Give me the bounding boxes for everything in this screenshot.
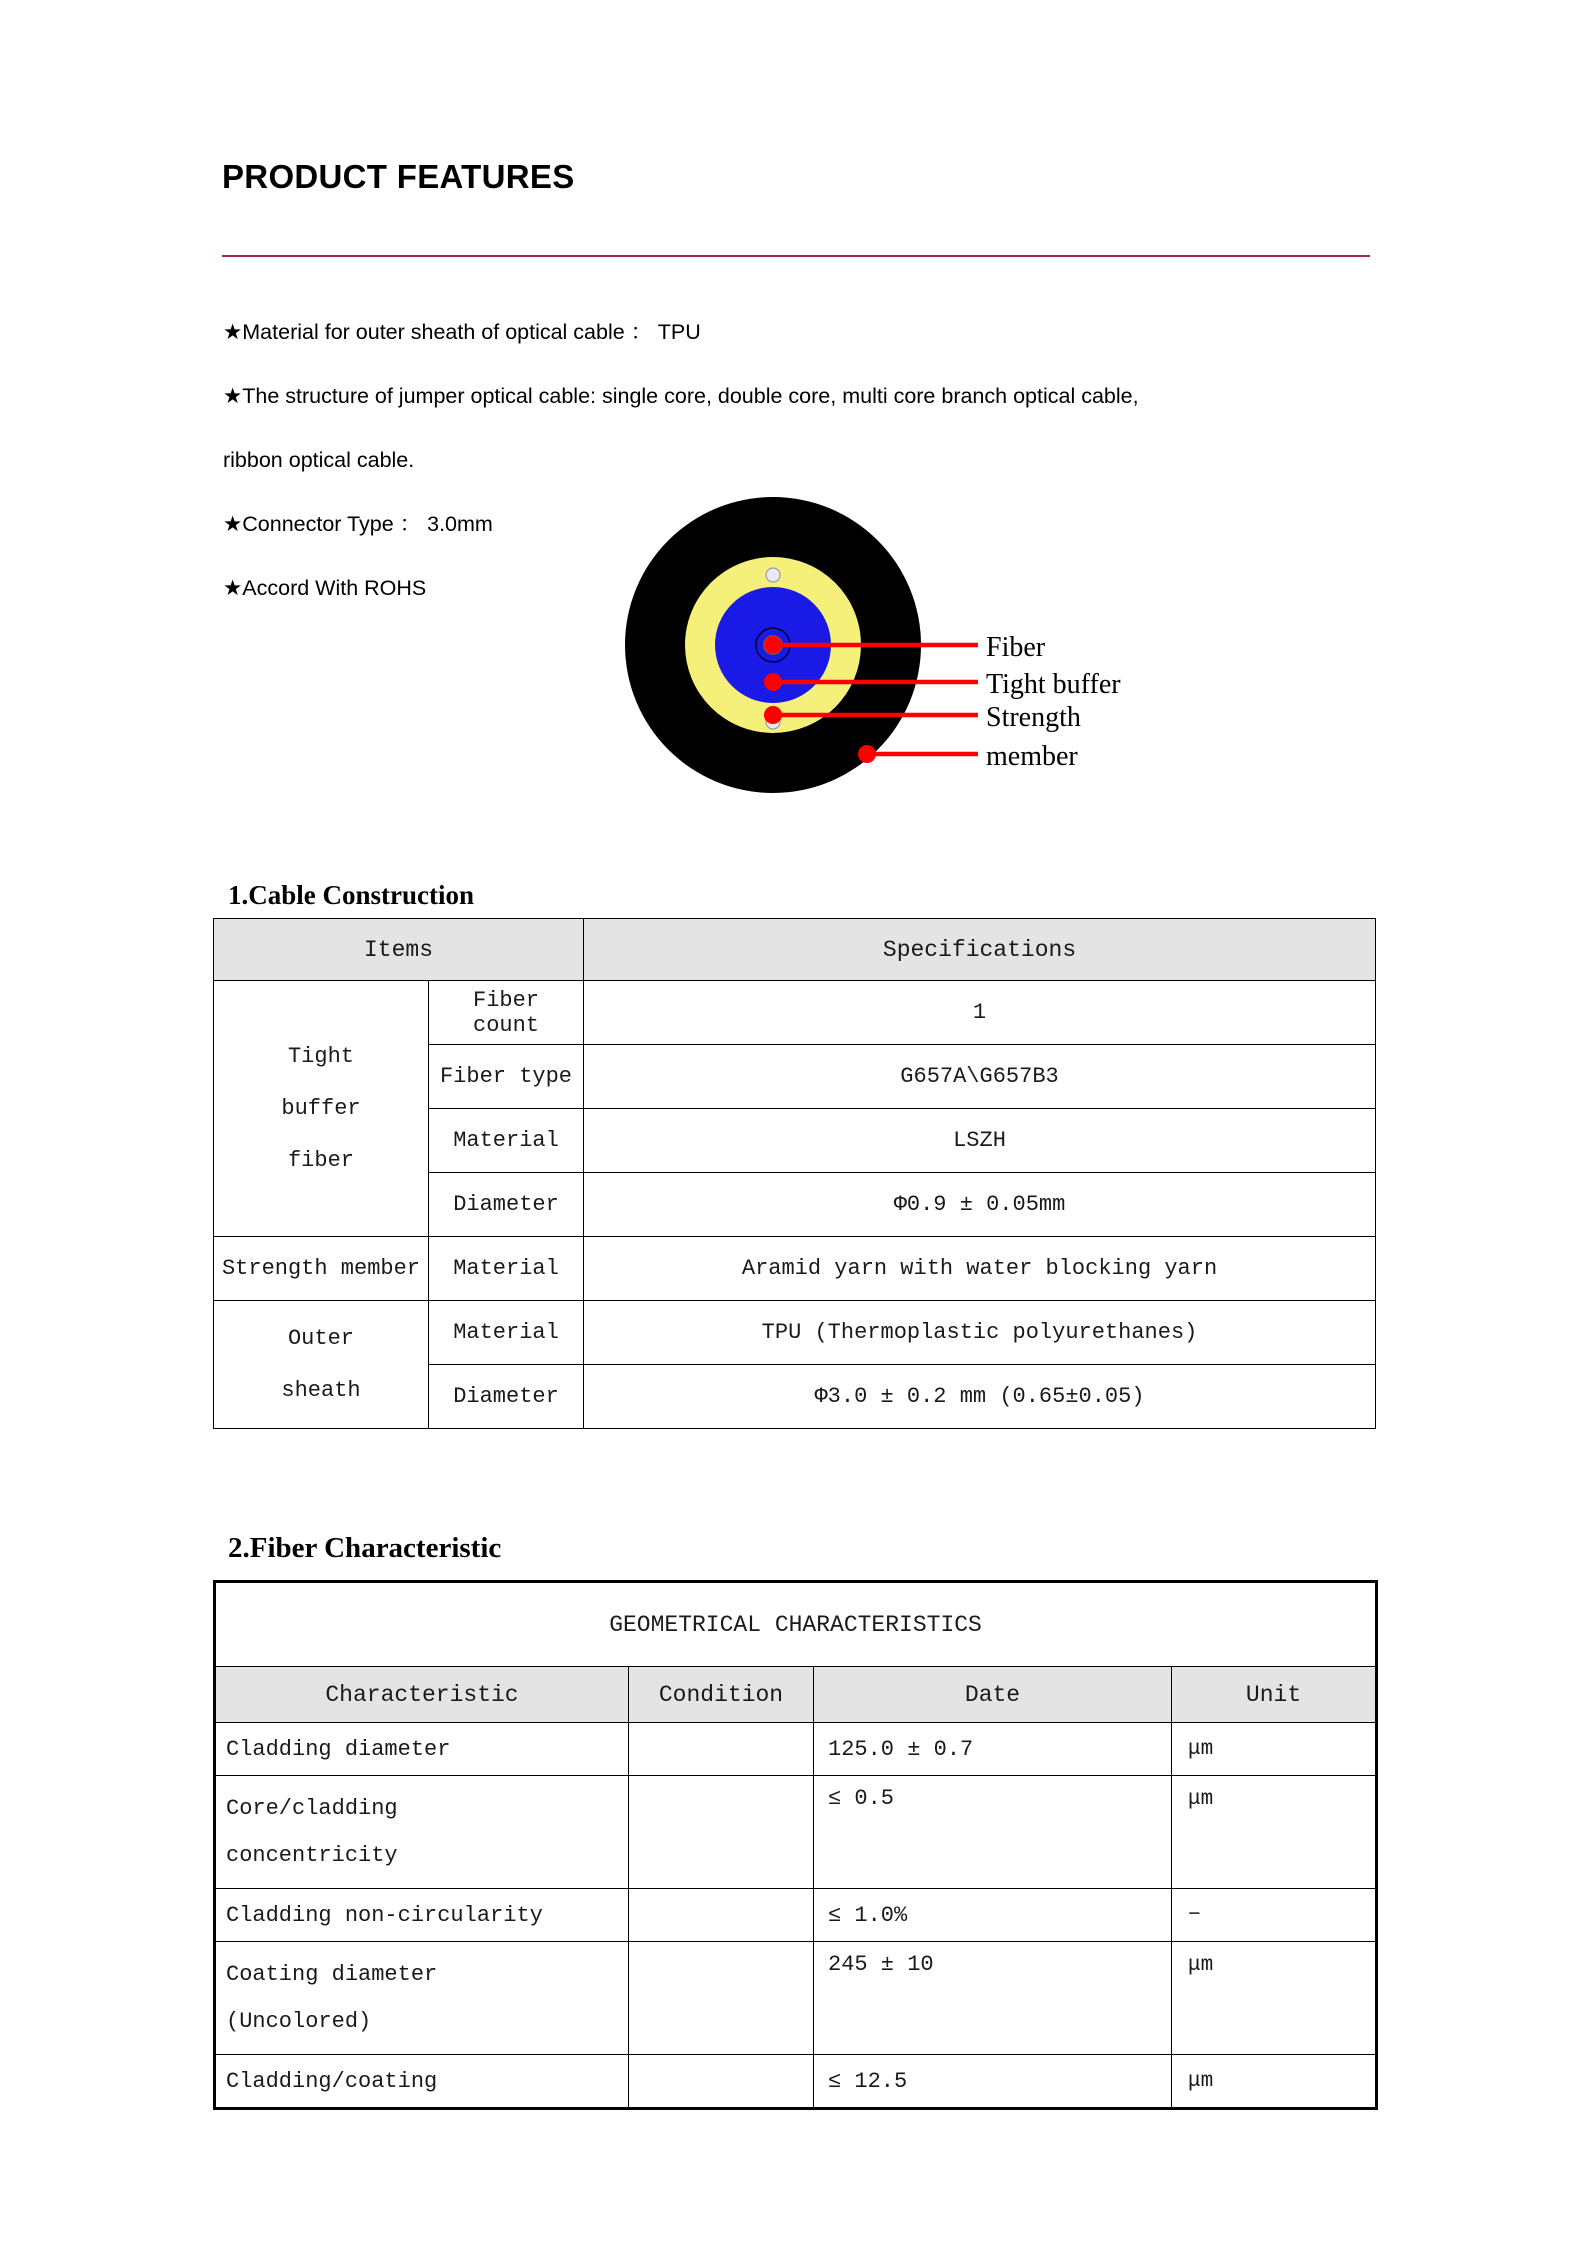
group-label-strength-member: Strength member	[214, 1237, 429, 1301]
characteristic-cell: Cladding non-circularity	[215, 1889, 629, 1942]
table-row	[214, 1301, 1376, 1365]
table-row	[215, 1776, 1377, 1889]
column-header-unit: Unit	[1172, 1667, 1377, 1723]
table-caption: GEOMETRICAL CHARACTERISTICS	[215, 1582, 1377, 1667]
characteristic-cell: Core/cladding concentricity	[215, 1776, 629, 1889]
callout-label-tight-buffer: Tight buffer	[986, 669, 1121, 700]
characteristic-cell: Coating diameter (Uncolored)	[215, 1942, 629, 2055]
condition-cell	[629, 1889, 814, 1942]
date-cell: ≤ 12.5	[814, 2055, 1172, 2109]
item-cell: Material	[429, 1301, 584, 1365]
date-cell: 245 ± 10	[814, 1942, 1172, 2055]
feature-line: ★Accord With ROHS	[223, 576, 427, 600]
feature-line: ★Material for outer sheath of optical cable ： TPU	[223, 320, 701, 344]
column-header-specifications: Specifications	[584, 919, 1376, 981]
callout-dot-strength	[764, 706, 782, 724]
table-row	[214, 1237, 1376, 1301]
table-row	[215, 1889, 1377, 1942]
table-caption-row	[215, 1582, 1377, 1667]
section-heading-cable-construction: 1.Cable Construction	[228, 880, 475, 910]
spec-cell: LSZH	[584, 1109, 1376, 1173]
feature-line: ★The structure of jumper optical cable: single core, double core, multi core branch optical cable,	[223, 384, 1139, 408]
column-header-items: Items	[214, 919, 584, 981]
feature-line: ribbon optical cable.	[223, 448, 415, 472]
cable-cross-section-diagram	[625, 432, 1385, 884]
callout-label-strength: Strength	[986, 702, 1081, 733]
item-cell: Material	[429, 1237, 584, 1301]
table-header-row	[214, 919, 1376, 981]
characteristic-cell: Cladding diameter	[215, 1723, 629, 1776]
condition-cell	[629, 1942, 814, 2055]
cable-construction-table	[213, 918, 1376, 1429]
table-row	[215, 1723, 1377, 1776]
section-heading-fiber-characteristic: 2.Fiber Characteristic	[228, 1532, 502, 1564]
callout-dot-tight-buffer	[764, 673, 782, 691]
table-header-row	[215, 1667, 1377, 1723]
item-cell: Diameter	[429, 1365, 584, 1429]
yarn-dot-top	[766, 568, 780, 582]
feature-line: ★Connector Type ： 3.0mm	[223, 512, 493, 536]
date-cell: ≤ 0.5	[814, 1776, 1172, 1889]
date-cell: 125.0 ± 0.7	[814, 1723, 1172, 1776]
characteristic-cell: Cladding/coating	[215, 2055, 629, 2109]
condition-cell	[629, 1723, 814, 1776]
table-row	[215, 2055, 1377, 2109]
callout-label-member: member	[986, 741, 1078, 772]
condition-cell	[629, 1776, 814, 1889]
title-divider	[222, 255, 1370, 257]
condition-cell	[629, 2055, 814, 2109]
spec-cell: 1	[584, 981, 1376, 1045]
item-cell: Fiber count	[429, 981, 584, 1045]
spec-cell: Φ0.9 ± 0.05mm	[584, 1173, 1376, 1237]
item-cell: Fiber type	[429, 1045, 584, 1109]
unit-cell: μm	[1172, 1776, 1377, 1889]
spec-cell: Aramid yarn with water blocking yarn	[584, 1237, 1376, 1301]
table-row	[214, 981, 1376, 1045]
column-header-date: Date	[814, 1667, 1172, 1723]
spec-cell: TPU (Thermoplastic polyurethanes)	[584, 1301, 1376, 1365]
column-header-condition: Condition	[629, 1667, 814, 1723]
group-label-tight-buffer-fiber: Tight buffer fiber	[214, 981, 429, 1237]
callout-label-fiber: Fiber	[986, 632, 1046, 663]
item-cell: Material	[429, 1109, 584, 1173]
unit-cell: μm	[1172, 2055, 1377, 2109]
group-label-outer-sheath: Outer sheath	[214, 1301, 429, 1429]
callout-dot-fiber	[764, 636, 782, 654]
unit-cell: μm	[1172, 1942, 1377, 2055]
unit-cell: μm	[1172, 1723, 1377, 1776]
item-cell: Diameter	[429, 1173, 584, 1237]
unit-cell: −	[1172, 1889, 1377, 1942]
date-cell: ≤ 1.0%	[814, 1889, 1172, 1942]
callout-dot-member	[858, 745, 876, 763]
page-title: PRODUCT FEATURES	[222, 158, 575, 195]
column-header-characteristic: Characteristic	[215, 1667, 629, 1723]
table-row	[215, 1942, 1377, 2055]
spec-cell: G657A\G657B3	[584, 1045, 1376, 1109]
spec-cell: Φ3.0 ± 0.2 mm (0.65±0.05)	[584, 1365, 1376, 1429]
fiber-characteristic-table	[213, 1580, 1378, 2110]
